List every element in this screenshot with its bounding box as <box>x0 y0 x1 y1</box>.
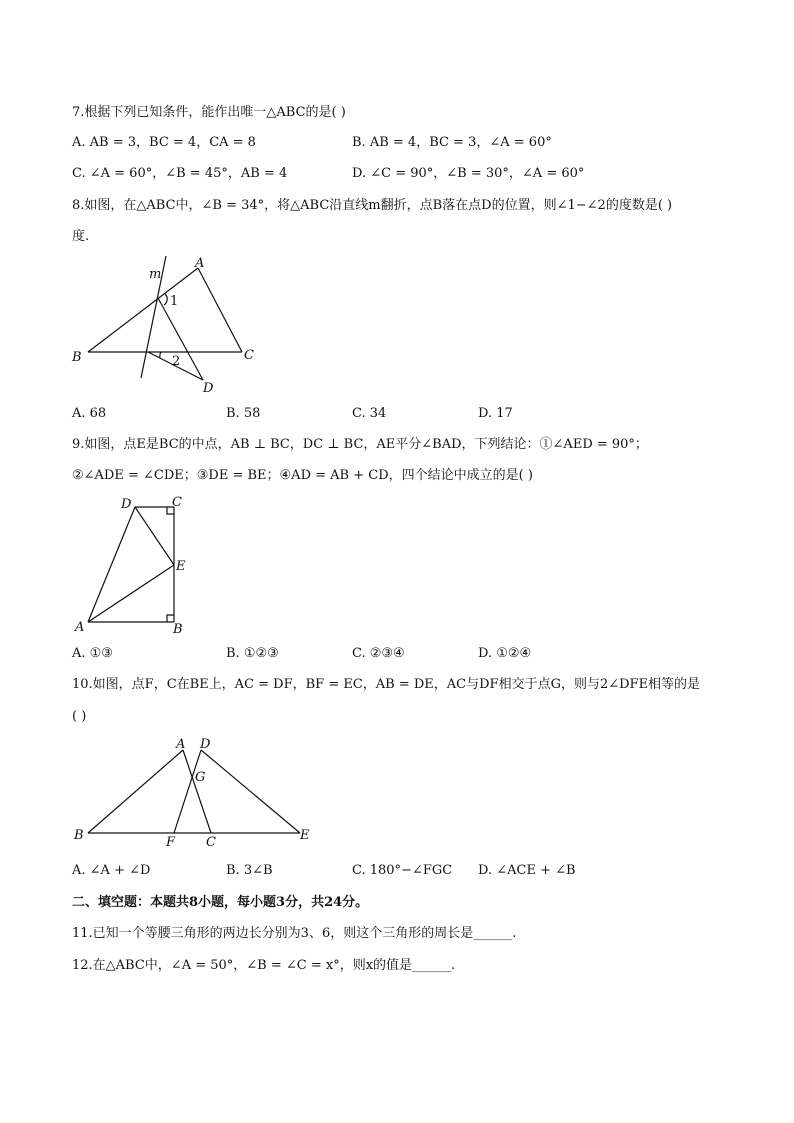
q9-option-c[interactable]: C. ②③④ <box>352 646 405 661</box>
q10-option-b[interactable]: B. 3∠B <box>226 863 273 878</box>
q9-segment-de <box>135 507 174 565</box>
q8-segment-pd <box>158 298 203 380</box>
q10-figure <box>60 730 330 855</box>
q10-segment-de <box>201 750 300 833</box>
q7-option-c[interactable]: C. ∠A = 60°，∠B = 45°，AB = 4 <box>72 166 288 181</box>
q8-label-c: C <box>244 348 254 363</box>
q8-label-angle-2: 2 <box>172 354 181 369</box>
q8-label-d: D <box>203 381 214 396</box>
q8-label-b: B <box>72 350 82 365</box>
q10-label-e: E <box>300 828 310 843</box>
q9-label-c: C <box>172 495 182 510</box>
q10-label-b: B <box>74 828 84 843</box>
q8-angle-1-arc <box>164 294 167 305</box>
q10-label-a: A <box>176 737 186 752</box>
q9-segment-ae <box>88 565 174 622</box>
q9-segment-ad <box>88 507 135 622</box>
q9-option-b[interactable]: B. ①②③ <box>226 646 279 661</box>
q8-label-angle-1: 1 <box>170 294 179 309</box>
q9-right-angle-b <box>167 615 174 622</box>
q10-stem-cont: ( ) <box>72 709 87 724</box>
q9-option-d[interactable]: D. ①②④ <box>478 646 532 661</box>
q8-angle-2-arc <box>160 352 161 358</box>
q9-label-b: B <box>173 622 183 637</box>
q8-label-m: m <box>149 267 162 282</box>
q8-option-d[interactable]: D. 17 <box>478 406 513 421</box>
q10-option-d[interactable]: D. ∠ACE + ∠B <box>478 863 576 878</box>
q8-stem-cont: 度. <box>72 229 90 244</box>
q7-stem: 7.根据下列已知条件，能作出唯一△ABC的是( ) <box>72 105 346 120</box>
q9-figure <box>60 490 200 640</box>
q11-stem: 11.已知一个等腰三角形的两边长分别为3、6，则这个三角形的周长是______. <box>72 926 517 941</box>
q8-option-a[interactable]: A. 68 <box>72 406 107 421</box>
q8-figure <box>60 250 280 400</box>
q10-option-a[interactable]: A. ∠A + ∠D <box>72 863 151 878</box>
q8-stem: 8.如图，在△ABC中，∠B = 34°，将△ABC沿直线m翻折，点B落在点D的位置，则∠1−∠2的度数是( ) <box>72 198 673 213</box>
q9-label-d: D <box>121 497 132 512</box>
q10-label-f: F <box>166 835 176 850</box>
q8-segment-ac <box>198 268 242 352</box>
q7-option-a[interactable]: A. AB = 3，BC = 4，CA = 8 <box>72 135 256 150</box>
q10-option-c[interactable]: C. 180°−∠FGC <box>352 863 453 878</box>
q9-label-e: E <box>176 559 186 574</box>
q8-segment-ba <box>88 268 198 352</box>
q10-label-g: G <box>195 770 206 785</box>
q7-option-d[interactable]: D. ∠C = 90°，∠B = 30°，∠A = 60° <box>352 166 585 181</box>
q10-stem: 10.如图，点F，C在BE上，AC = DF，BF = EC，AB = DE，AC与DF相交于点G，则与2∠DFE相等的是 <box>72 677 701 692</box>
q7-option-b[interactable]: B. AB = 4，BC = 3，∠A = 60° <box>352 135 552 150</box>
q9-stem: 9.如图，点E是BC的中点，AB ⊥ BC，DC ⊥ BC，AE平分∠BAD，下列结论：①∠AED = 90°； <box>72 437 648 452</box>
q10-segment-ab <box>88 750 183 833</box>
section-2-title: 二、填空题：本题共8小题，每小题3分，共24分。 <box>72 895 369 910</box>
q9-stem-cont: ②∠ADE = ∠CDE；③DE = BE；④AD = AB + CD，四个结论中成立的是( ) <box>72 468 533 483</box>
q12-stem: 12.在△ABC中，∠A = 50°，∠B = ∠C = x°，则x的值是______. <box>72 958 456 973</box>
q9-option-a[interactable]: A. ①③ <box>72 646 113 661</box>
q9-label-a: A <box>75 620 85 635</box>
q10-label-d: D <box>200 737 211 752</box>
q8-option-c[interactable]: C. 34 <box>352 406 387 421</box>
q8-label-a: A <box>195 256 205 271</box>
q8-option-b[interactable]: B. 58 <box>226 406 261 421</box>
q10-label-c: C <box>206 835 216 850</box>
